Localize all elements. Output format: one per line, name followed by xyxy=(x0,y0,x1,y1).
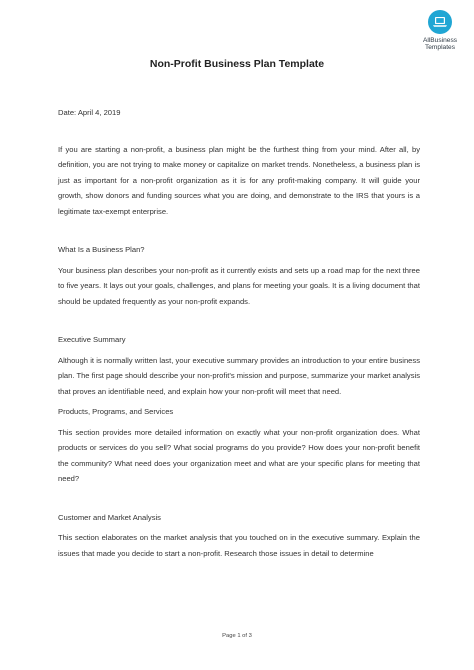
brand-logo[interactable] xyxy=(412,10,468,52)
section-heading: Customer and Market Analysis xyxy=(58,512,161,522)
document-title: Non-Profit Business Plan Template xyxy=(149,58,325,70)
section-heading: What Is a Business Plan? xyxy=(58,245,145,254)
brand-line-1: AllBusiness xyxy=(422,37,458,44)
section-heading: Executive Summary xyxy=(58,335,126,344)
brand-line-2: Templates xyxy=(424,44,456,52)
section-paragraph: Although it is normally written last, your executive summary provides an introduction to your entire business plan. The first page should describe your non-profit’s mission and purpose, summarize your market analysis that proves an identifiable need, and explain how your non-profit will meet that need. xyxy=(58,355,420,396)
intro-paragraph: If you are starting a non-profit, a business plan might be the furthest thing from your mind. After all, by definition, you are not trying to make money or capitalize on market trends. Nonetheless, a business plan is just as important for a non-profit organization as it is for any profit-making company. It will guide your growth, show donors and funding sources what you are doing, and demonstrate to the IRS that yours is a legitimate tax-exempt enterprise. xyxy=(58,144,420,216)
section-paragraph: This section elaborates on the market analysis that you touched on in the executive summary. Explain the issues that made you decide to start a non-profit. Research those issues in detail to determine xyxy=(58,533,420,558)
laptop-icon xyxy=(428,10,452,34)
page-number: Page 1 of 3 xyxy=(222,633,252,639)
section-paragraph: Your business plan describes your non-profit as it currently exists and sets up a road map for the next three to five years. It lays out your goals, challenges, and plans for meeting your goals. It is a living document that should be updated frequently as your non-profit expands. xyxy=(58,265,420,306)
section-paragraph: This section provides more detailed information on exactly what your non-profit organization does. What products or services do you sell? What social programs do you provide? How does your non-profit benefit the community? What need does your organization meet and what are your specific plans for meeting that need? xyxy=(58,427,420,483)
document-date: Date: April 4, 2019 xyxy=(58,108,121,117)
section-heading: Products, Programs, and Services xyxy=(58,407,174,416)
document-body xyxy=(58,105,420,561)
brand-name xyxy=(412,37,468,52)
